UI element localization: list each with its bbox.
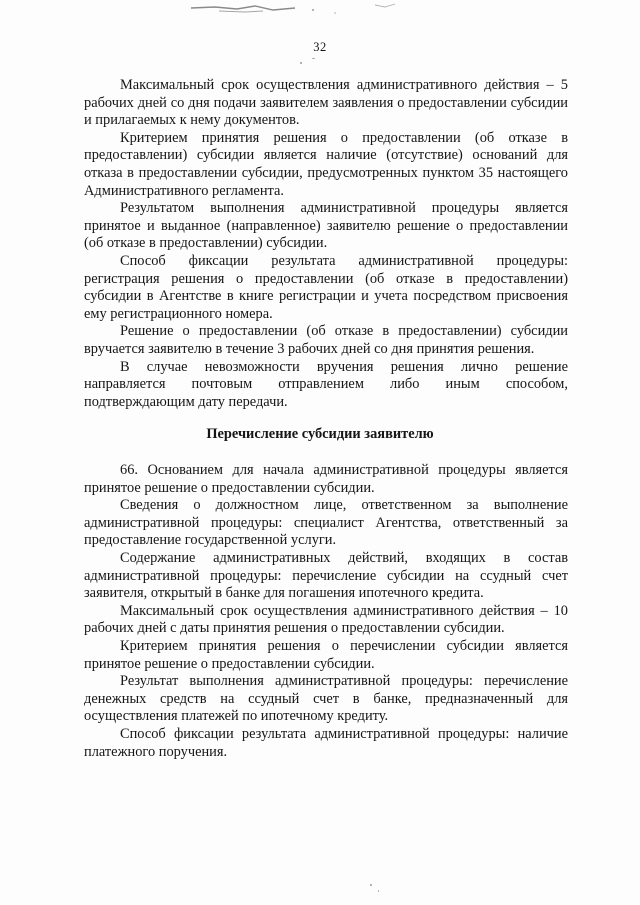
procedure-decision-section bbox=[84, 77, 568, 411]
paragraph-payment-order: Способ фиксации результата административной процедуры: наличие платежного поручения. bbox=[84, 725, 568, 760]
paragraph-postal-delivery: В случае невозможности вручения решения лично решение направляется почтовым отправлением либо иным способом, подтверждающим дату передачи. bbox=[84, 358, 568, 410]
paragraph-actions-content: Содержание административных действий, входящих в состав административной процедуры: перечисление субсидии на ссудный счет заявителя, открытый в банке для погашения ипотечного кредита. bbox=[84, 549, 568, 602]
paragraph-max-term: Максимальный срок осуществления административного действия – 5 рабочих дней со дня подачи заявителем заявления о предоставлении субсидии и прилагаемых к нему документов. bbox=[84, 77, 568, 129]
scan-speck bbox=[378, 890, 379, 892]
paragraph-procedure-result: Результатом выполнения административной процедуры является принятое и выданное (направленное) заявителю решение о предоставлении (об отказе в предоставлении) субсидии. bbox=[84, 200, 568, 252]
scan-artifact-top bbox=[185, 2, 425, 16]
paragraph-fixation-method: Способ фиксации результата административной процедуры: регистрация решения о предоставлении (об отказе в предоставлении) субсидии в Агентстве в книге регистрации и учета посредством присвоения ему регистрационного номера. bbox=[84, 252, 568, 322]
paragraph-decision-delivery: Решение о предоставлении (об отказе в предоставлении) субсидии вручается заявителю в течение 3 рабочих дней со дня принятия решения. bbox=[84, 323, 568, 357]
scan-speck bbox=[300, 62, 302, 64]
paragraph-66-basis: 66. Основанием для начала административной процедуры является принятое решение о предоставлении субсидии. bbox=[84, 462, 568, 496]
paragraph-responsible-official: Сведения о должностном лице, ответственном за выполнение административной процедуры: специалист Агентства, ответственный за предоставление государственной услуги. bbox=[84, 497, 568, 549]
paragraph-transfer-criterion: Критерием принятия решения о перечислении субсидии является принятое решение о предоставлении субсидии. bbox=[84, 637, 568, 672]
scan-speck bbox=[370, 884, 372, 886]
paragraph-decision-criterion: Критерием принятия решения о предоставлении (об отказе в предоставлении) субсидии является наличие (отсутствие) оснований для отказа в предоставлении субсидии, предусмотренных пунктом 35 настоящего Административного регламента. bbox=[84, 129, 568, 199]
subsidy-transfer-section bbox=[84, 462, 568, 761]
paragraph-transfer-result: Результат выполнения административной процедуры: перечисление денежных средств на ссудный счет в банке, предназначенный для осуществления платежей по ипотечному кредиту. bbox=[84, 673, 568, 725]
scan-speck bbox=[312, 58, 315, 59]
section-heading: Перечисление субсидии заявителю bbox=[206, 426, 434, 442]
page-number: 32 bbox=[313, 40, 327, 54]
paragraph-transfer-term: Максимальный срок осуществления административного действия – 10 рабочих дней с даты принятия решения о предоставлении субсидии. bbox=[84, 602, 568, 637]
